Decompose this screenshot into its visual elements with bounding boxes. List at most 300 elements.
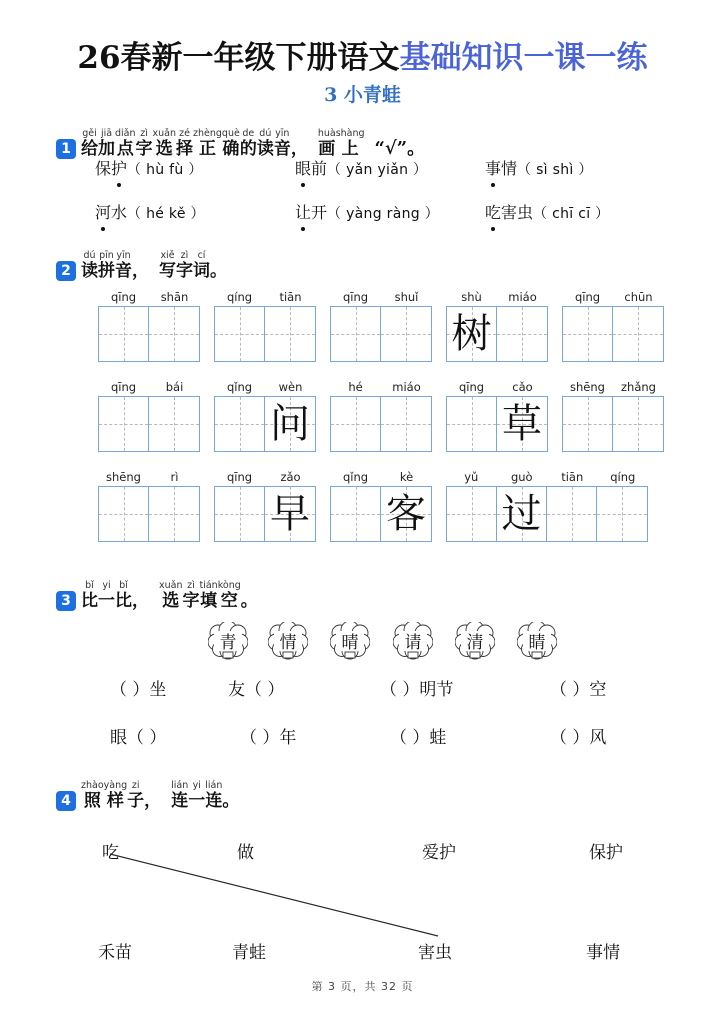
tianzige-cell[interactable] bbox=[331, 487, 381, 541]
ex2-pinyin-101: zì bbox=[180, 250, 189, 261]
ex3-comma: ， bbox=[132, 591, 149, 611]
tianzige-pinyin: tiān bbox=[561, 470, 584, 484]
ex1-hanzi-100: 画 bbox=[318, 139, 336, 159]
exercise-3-prompt bbox=[81, 580, 258, 611]
ex1-ruby-9 bbox=[257, 128, 274, 159]
ex2-ruby-2 bbox=[115, 250, 132, 281]
character-cloud[interactable] bbox=[393, 622, 433, 660]
ex4-pinyin-100: lián bbox=[171, 780, 189, 791]
tianzige-pinyin: qīng bbox=[458, 380, 485, 394]
exercise-1-item[interactable] bbox=[485, 200, 609, 223]
ex1-hanzi-9: 读 bbox=[256, 139, 274, 159]
ex4-pinyin-0: zhào bbox=[81, 780, 104, 791]
tianzige-boxes bbox=[562, 306, 664, 362]
tianzige-cell[interactable] bbox=[447, 397, 497, 451]
tianzige-pinyin-row bbox=[214, 380, 316, 394]
ex2-pinyin-102: cí bbox=[197, 250, 206, 261]
ex2-hanzi-101: 字 bbox=[176, 261, 193, 281]
tianzige-group bbox=[446, 470, 648, 542]
exercise-3-heading bbox=[56, 580, 258, 611]
exercise-1-row bbox=[95, 200, 695, 244]
ex1-hanzi-7: 确 bbox=[222, 139, 240, 159]
character-cloud[interactable] bbox=[208, 622, 248, 660]
tianzige-pinyin: qīng bbox=[342, 290, 369, 304]
ex1-pinyin-6: zhèng bbox=[193, 128, 222, 139]
character: 前 bbox=[311, 159, 328, 178]
tianzige-pinyin-row bbox=[330, 290, 432, 304]
exercise-1-items bbox=[95, 156, 695, 244]
tianzige-group bbox=[98, 290, 200, 362]
ex1-comma: ， bbox=[290, 139, 308, 159]
ex4-ruby-101 bbox=[188, 780, 205, 811]
exercise-1-row bbox=[95, 156, 695, 200]
ex1-pinyin-100: huà bbox=[317, 128, 336, 139]
prompt-gap bbox=[308, 128, 318, 159]
match-bottom-word[interactable]: 害虫 bbox=[418, 943, 452, 963]
tianzige-boxes bbox=[98, 306, 200, 362]
exercise-1-item[interactable] bbox=[485, 156, 593, 179]
tianzige-cell[interactable] bbox=[149, 397, 199, 451]
lesson-subtitle: 3 小青蛙 bbox=[324, 84, 401, 106]
tianzige-cell[interactable] bbox=[563, 397, 613, 451]
tianzige-filled-character: 问 bbox=[270, 401, 310, 447]
tianzige-cell[interactable] bbox=[331, 307, 381, 361]
ex2-period: 。 bbox=[210, 261, 227, 281]
tianzige-pinyin-row bbox=[562, 380, 664, 394]
page-title-black: 26春新一年级下册语文 bbox=[77, 40, 400, 76]
tianzige-pinyin-row bbox=[446, 380, 548, 394]
cloud-character: 请 bbox=[404, 633, 422, 653]
tianzige-cell[interactable] bbox=[497, 307, 547, 361]
tianzige-pinyin-row bbox=[214, 290, 316, 304]
ex2-hanzi-1: 拼 bbox=[98, 261, 115, 281]
tianzige-cell[interactable] bbox=[99, 397, 149, 451]
tianzige-cell[interactable] bbox=[331, 397, 381, 451]
character: 保 bbox=[95, 159, 112, 178]
page-title-blue: 基础知识一课一练 bbox=[399, 40, 648, 76]
ex3-pinyin-1: yi bbox=[102, 580, 111, 591]
ex4-hanzi-0: 照 bbox=[83, 791, 101, 811]
fill-blank-item[interactable]: （ ）风 bbox=[550, 728, 607, 748]
tianzige-pinyin-row bbox=[330, 470, 432, 484]
prompt-gap bbox=[161, 780, 171, 811]
cloud-character: 青 bbox=[219, 633, 237, 653]
page-title bbox=[0, 32, 725, 77]
prompt-gap bbox=[149, 250, 159, 281]
cloud-character: 清 bbox=[466, 633, 484, 653]
exercise-2-prompt bbox=[81, 250, 227, 281]
tianzige-boxes bbox=[214, 486, 316, 542]
tianzige-group bbox=[446, 290, 548, 362]
exercise-4-badge: 4 bbox=[56, 791, 76, 811]
prompt-gap bbox=[149, 580, 159, 611]
ex1-pinyin-101: shàng bbox=[335, 128, 365, 139]
exercise-1-word bbox=[295, 200, 327, 223]
tianzige-boxes bbox=[330, 306, 432, 362]
ex3-hanzi-102: 填 bbox=[200, 591, 218, 611]
tianzige-cell[interactable] bbox=[613, 307, 663, 361]
tianzige-boxes bbox=[446, 396, 548, 452]
character: 开 bbox=[311, 203, 328, 222]
tianzige-cell[interactable] bbox=[547, 487, 597, 541]
prompt-gap bbox=[365, 128, 375, 159]
exercise-1-prompt bbox=[81, 128, 425, 159]
ex3-ruby-1 bbox=[98, 580, 115, 611]
exercise-1-word bbox=[95, 156, 127, 179]
tianzige-boxes bbox=[214, 306, 316, 362]
ex1-ruby-10 bbox=[274, 128, 291, 159]
match-top-word[interactable]: 吃 bbox=[102, 843, 119, 863]
tianzige-pinyin: shān bbox=[160, 290, 189, 304]
tianzige-cell[interactable] bbox=[149, 487, 199, 541]
tianzige-cell[interactable] bbox=[215, 307, 265, 361]
ex2-ruby-100 bbox=[159, 250, 176, 281]
tianzige-pinyin: qíng bbox=[226, 290, 253, 304]
tianzige-pinyin: chūn bbox=[624, 290, 653, 304]
tianzige-pinyin: rì bbox=[170, 470, 179, 484]
tianzige-pinyin: qīng bbox=[110, 380, 137, 394]
tianzige-filled-character: 树 bbox=[451, 311, 492, 357]
tianzige-pinyin: miáo bbox=[392, 380, 421, 394]
pinyin-options[interactable]: （ yǎn yiǎn ） bbox=[327, 162, 428, 178]
ex1-hanzi-3: 字 bbox=[135, 139, 153, 159]
tianzige-group bbox=[446, 380, 548, 452]
ex1-hanzi-10: 音 bbox=[273, 139, 291, 159]
cloud-character: 睛 bbox=[528, 633, 546, 653]
tianzige-pinyin-row bbox=[98, 290, 200, 304]
exercise-1-item[interactable] bbox=[295, 200, 439, 223]
ex1-pinyin-10: yīn bbox=[275, 128, 290, 139]
ex4-comma: ， bbox=[144, 791, 162, 811]
exercise-1-word bbox=[485, 156, 517, 179]
dotted-character: 吃 bbox=[485, 200, 501, 223]
tianzige-group bbox=[214, 290, 316, 362]
ex4-pinyin-102: lián bbox=[205, 780, 223, 791]
match-top-word[interactable]: 保护 bbox=[589, 843, 623, 863]
fill-blank-item[interactable]: （ ）明节 bbox=[380, 680, 454, 700]
exercise-3-row bbox=[0, 723, 725, 771]
tianzige-filled-character: 草 bbox=[502, 401, 542, 447]
character-cloud[interactable] bbox=[330, 622, 370, 660]
ex3-hanzi-2: 比 bbox=[115, 591, 132, 611]
ex1-ruby-101 bbox=[336, 128, 365, 159]
tianzige-pinyin-row bbox=[214, 470, 316, 484]
fill-blank-item[interactable]: （ ）蛙 bbox=[390, 728, 447, 748]
exercise-1-word bbox=[485, 200, 533, 223]
tianzige-filled-character: 过 bbox=[501, 491, 542, 537]
exercise-3-blanks bbox=[0, 675, 725, 771]
ex3-pinyin-2: bǐ bbox=[119, 580, 128, 591]
ex3-ruby-0 bbox=[81, 580, 98, 611]
tianzige-cell[interactable] bbox=[447, 307, 497, 361]
ex3-pinyin-100: xuǎn bbox=[159, 580, 183, 591]
ex1-hanzi-101: 上 bbox=[341, 139, 359, 159]
tianzige-pinyin: qīng bbox=[110, 290, 137, 304]
tianzige-cell[interactable] bbox=[265, 487, 315, 541]
tianzige-pinyin: zǎo bbox=[280, 470, 301, 484]
tianzige-pinyin: shēng bbox=[570, 380, 605, 394]
tianzige-group bbox=[98, 380, 200, 452]
tianzige-pinyin-row bbox=[330, 380, 432, 394]
ex2-ruby-101 bbox=[176, 250, 193, 281]
ex1-ruby-7 bbox=[222, 128, 240, 159]
ex1-ruby-2 bbox=[115, 128, 136, 159]
pinyin-options[interactable]: （ hù fù ） bbox=[127, 162, 203, 178]
match-top-word[interactable]: 爱护 bbox=[422, 843, 456, 863]
ex1-ruby-3 bbox=[136, 128, 153, 159]
tianzige-pinyin: qǐng bbox=[226, 380, 253, 394]
tianzige-group bbox=[562, 290, 664, 362]
ex1-pinyin-3: zì bbox=[140, 128, 148, 139]
character-cloud[interactable] bbox=[268, 622, 308, 660]
tianzige-pinyin: bái bbox=[165, 380, 184, 394]
ex1-hanzi-4: 选 bbox=[155, 139, 173, 159]
exercise-2-heading bbox=[56, 250, 227, 281]
exercise-1-word bbox=[295, 156, 327, 179]
ex3-pinyin-103: kòng bbox=[217, 580, 241, 591]
exercise-4-heading bbox=[56, 780, 239, 811]
tianzige-cell[interactable] bbox=[215, 487, 265, 541]
ex4-period: 。 bbox=[222, 791, 240, 811]
fill-blank-item[interactable]: （ ）年 bbox=[240, 728, 297, 748]
tianzige-pinyin: shuǐ bbox=[394, 290, 419, 304]
tianzige-pinyin-row bbox=[446, 290, 548, 304]
ex1-ruby-0 bbox=[81, 128, 98, 159]
ex3-hanzi-0: 比 bbox=[81, 591, 98, 611]
ex1-pinyin-2: diǎn bbox=[115, 128, 136, 139]
ex4-ruby-0 bbox=[81, 780, 104, 811]
ex1-tail: “√”。 bbox=[374, 138, 426, 159]
exercise-4-matching bbox=[0, 820, 725, 970]
ex2-pinyin-100: xiě bbox=[160, 250, 175, 261]
tianzige-cell[interactable] bbox=[381, 487, 431, 541]
exercise-3-row bbox=[0, 675, 725, 723]
match-top-word[interactable]: 做 bbox=[237, 843, 254, 863]
tianzige-pinyin: tiān bbox=[279, 290, 302, 304]
character-cloud[interactable] bbox=[455, 622, 495, 660]
tianzige-row bbox=[0, 380, 725, 470]
ex1-hanzi-5: 择 bbox=[176, 139, 194, 159]
dotted-character: 事 bbox=[485, 156, 501, 179]
ex2-ruby-102 bbox=[193, 250, 210, 281]
ex1-pinyin-0: gěi bbox=[82, 128, 97, 139]
tianzige-pinyin: qīng bbox=[574, 290, 601, 304]
tianzige-cell[interactable] bbox=[447, 487, 497, 541]
ex4-hanzi-100: 连 bbox=[171, 791, 189, 811]
tianzige-group bbox=[562, 380, 664, 452]
dotted-character: 眼 bbox=[295, 156, 311, 179]
ex4-hanzi-1: 样 bbox=[106, 791, 124, 811]
ex4-ruby-100 bbox=[171, 780, 188, 811]
tianzige-pinyin: miáo bbox=[508, 290, 537, 304]
tianzige-pinyin: qīng bbox=[226, 470, 253, 484]
ex3-hanzi-100: 选 bbox=[162, 591, 180, 611]
ex1-pinyin-5: zé bbox=[179, 128, 190, 139]
match-connection-line bbox=[110, 854, 438, 936]
exercise-4-prompt bbox=[81, 780, 239, 811]
match-bottom-word[interactable]: 青蛙 bbox=[232, 943, 266, 963]
fill-blank-item[interactable]: 友（ ） bbox=[228, 680, 285, 700]
tianzige-pinyin: kè bbox=[399, 470, 414, 484]
tianzige-group bbox=[214, 470, 316, 542]
ex2-ruby-0 bbox=[81, 250, 98, 281]
exercise-2-grids bbox=[0, 290, 725, 560]
ex1-pinyin-8: de bbox=[242, 128, 255, 139]
tianzige-row bbox=[0, 290, 725, 380]
ex1-ruby-4 bbox=[153, 128, 177, 159]
ex1-ruby-1 bbox=[98, 128, 115, 159]
ex4-hanzi-101: 一 bbox=[188, 791, 206, 811]
tianzige-group bbox=[330, 470, 432, 542]
ex1-hanzi-2: 点 bbox=[116, 139, 134, 159]
exercise-1-item[interactable] bbox=[295, 156, 427, 179]
ex3-ruby-2 bbox=[115, 580, 132, 611]
ex3-ruby-102 bbox=[200, 580, 218, 611]
ex1-ruby-100 bbox=[318, 128, 336, 159]
ex2-hanzi-2: 音 bbox=[115, 261, 132, 281]
ex3-ruby-103 bbox=[218, 580, 241, 611]
ex1-pinyin-1: jiā bbox=[100, 128, 113, 139]
character: 害 bbox=[501, 203, 518, 222]
ex4-pinyin-1: yàng bbox=[103, 780, 128, 791]
tianzige-cell[interactable] bbox=[215, 397, 265, 451]
tianzige-filled-character: 客 bbox=[386, 491, 426, 537]
character: 水 bbox=[111, 203, 128, 222]
ex3-ruby-101 bbox=[183, 580, 200, 611]
ex4-ruby-2 bbox=[127, 780, 144, 811]
ex1-pinyin-4: xuǎn bbox=[152, 128, 177, 139]
tianzige-cell[interactable] bbox=[597, 487, 647, 541]
pinyin-options[interactable]: （ chī cī ） bbox=[533, 206, 610, 222]
tianzige-row bbox=[0, 470, 725, 560]
ex3-pinyin-102: tián bbox=[199, 580, 218, 591]
ex2-pinyin-2: yīn bbox=[116, 250, 131, 261]
ex1-ruby-8 bbox=[240, 128, 257, 159]
ex1-hanzi-8: 的 bbox=[239, 139, 257, 159]
tianzige-pinyin-row bbox=[98, 380, 200, 394]
ex4-hanzi-102: 连 bbox=[205, 791, 223, 811]
tianzige-cell[interactable] bbox=[613, 397, 663, 451]
match-bottom-word[interactable]: 禾苗 bbox=[98, 943, 132, 963]
tianzige-pinyin: cǎo bbox=[512, 380, 533, 394]
tianzige-boxes bbox=[214, 396, 316, 452]
tianzige-pinyin: yǔ bbox=[464, 470, 479, 484]
ex1-ruby-6 bbox=[193, 128, 222, 159]
fill-blank-item[interactable]: （ ）坐 bbox=[110, 680, 167, 700]
cloud-character: 晴 bbox=[341, 633, 359, 653]
ex3-hanzi-101: 字 bbox=[182, 591, 200, 611]
exercise-2-badge: 2 bbox=[56, 261, 76, 281]
ex4-pinyin-2: zi bbox=[131, 780, 140, 791]
tianzige-pinyin: shù bbox=[461, 290, 482, 304]
ex1-pinyin-7: què bbox=[221, 128, 240, 139]
tianzige-cell[interactable] bbox=[497, 397, 547, 451]
ex3-pinyin-101: zì bbox=[187, 580, 195, 591]
tianzige-group bbox=[214, 380, 316, 452]
tianzige-pinyin: guò bbox=[510, 470, 533, 484]
character-cloud[interactable] bbox=[517, 622, 557, 660]
tianzige-cell[interactable] bbox=[563, 307, 613, 361]
ex3-pinyin-0: bǐ bbox=[85, 580, 94, 591]
tianzige-boxes bbox=[98, 486, 200, 542]
tianzige-pinyin: zhǎng bbox=[621, 380, 656, 394]
ex1-hanzi-6: 正 bbox=[198, 139, 216, 159]
exercise-1-item[interactable] bbox=[95, 156, 203, 179]
tianzige-cell[interactable] bbox=[265, 307, 315, 361]
tianzige-pinyin: qǐng bbox=[342, 470, 369, 484]
tianzige-pinyin: wèn bbox=[278, 380, 303, 394]
ex1-pinyin-9: dú bbox=[259, 128, 272, 139]
tianzige-cell[interactable] bbox=[381, 307, 431, 361]
exercise-1-item[interactable] bbox=[95, 200, 205, 223]
exercise-1-word bbox=[95, 200, 127, 223]
pinyin-options[interactable]: （ yàng ràng ） bbox=[327, 206, 440, 222]
ex3-ruby-100 bbox=[159, 580, 183, 611]
character: 虫 bbox=[517, 203, 534, 222]
ex2-hanzi-0: 读 bbox=[81, 261, 98, 281]
cloud-character: 情 bbox=[279, 633, 297, 653]
ex1-ruby-5 bbox=[176, 128, 193, 159]
ex4-hanzi-2: 子 bbox=[127, 791, 145, 811]
tianzige-cell[interactable] bbox=[265, 397, 315, 451]
tianzige-group bbox=[330, 290, 432, 362]
ex4-ruby-102 bbox=[205, 780, 222, 811]
ex2-ruby-1 bbox=[98, 250, 115, 281]
ex4-pinyin-101: yi bbox=[192, 780, 201, 791]
ex4-ruby-1 bbox=[104, 780, 128, 811]
fill-blank-item[interactable]: 眼（ ） bbox=[110, 728, 167, 748]
dotted-character: 让 bbox=[295, 200, 311, 223]
tianzige-cell[interactable] bbox=[99, 487, 149, 541]
tianzige-pinyin-row bbox=[446, 470, 648, 484]
ex2-hanzi-102: 词 bbox=[193, 261, 210, 281]
tianzige-pinyin: shēng bbox=[106, 470, 141, 484]
exercise-1-heading bbox=[56, 128, 425, 159]
pinyin-options[interactable]: （ hé kě ） bbox=[127, 206, 205, 222]
tianzige-cell[interactable] bbox=[149, 307, 199, 361]
tianzige-pinyin: qíng bbox=[610, 470, 636, 484]
page-footer: 第 3 页，共 32 页 bbox=[311, 980, 414, 993]
tianzige-pinyin-row bbox=[562, 290, 664, 304]
exercise-3-badge: 3 bbox=[56, 591, 76, 611]
ex3-hanzi-103: 空 bbox=[220, 591, 238, 611]
tianzige-cell[interactable] bbox=[381, 397, 431, 451]
ex2-comma: ， bbox=[132, 261, 149, 281]
ex3-hanzi-1: 一 bbox=[98, 591, 115, 611]
match-bottom-word[interactable]: 事情 bbox=[586, 943, 620, 963]
exercise-1-badge: 1 bbox=[56, 139, 76, 159]
fill-blank-item[interactable]: （ ）空 bbox=[550, 680, 607, 700]
tianzige-boxes bbox=[98, 396, 200, 452]
character: 情 bbox=[501, 159, 518, 178]
tianzige-group bbox=[330, 380, 432, 452]
tianzige-boxes bbox=[446, 486, 648, 542]
pinyin-options[interactable]: （ sì shì ） bbox=[517, 162, 593, 178]
dotted-character: 护 bbox=[111, 156, 127, 179]
tianzige-boxes bbox=[562, 396, 664, 452]
tianzige-boxes bbox=[446, 306, 548, 362]
tianzige-boxes bbox=[330, 486, 432, 542]
ex1-hanzi-0: 给 bbox=[81, 139, 98, 159]
tianzige-cell[interactable] bbox=[497, 487, 547, 541]
ex2-hanzi-100: 写 bbox=[159, 261, 176, 281]
tianzige-pinyin: hé bbox=[348, 380, 363, 394]
tianzige-pinyin-row bbox=[98, 470, 200, 484]
ex2-pinyin-1: pīn bbox=[99, 250, 114, 261]
ex2-pinyin-0: dú bbox=[83, 250, 96, 261]
tianzige-cell[interactable] bbox=[99, 307, 149, 361]
tianzige-filled-character: 早 bbox=[270, 491, 310, 537]
